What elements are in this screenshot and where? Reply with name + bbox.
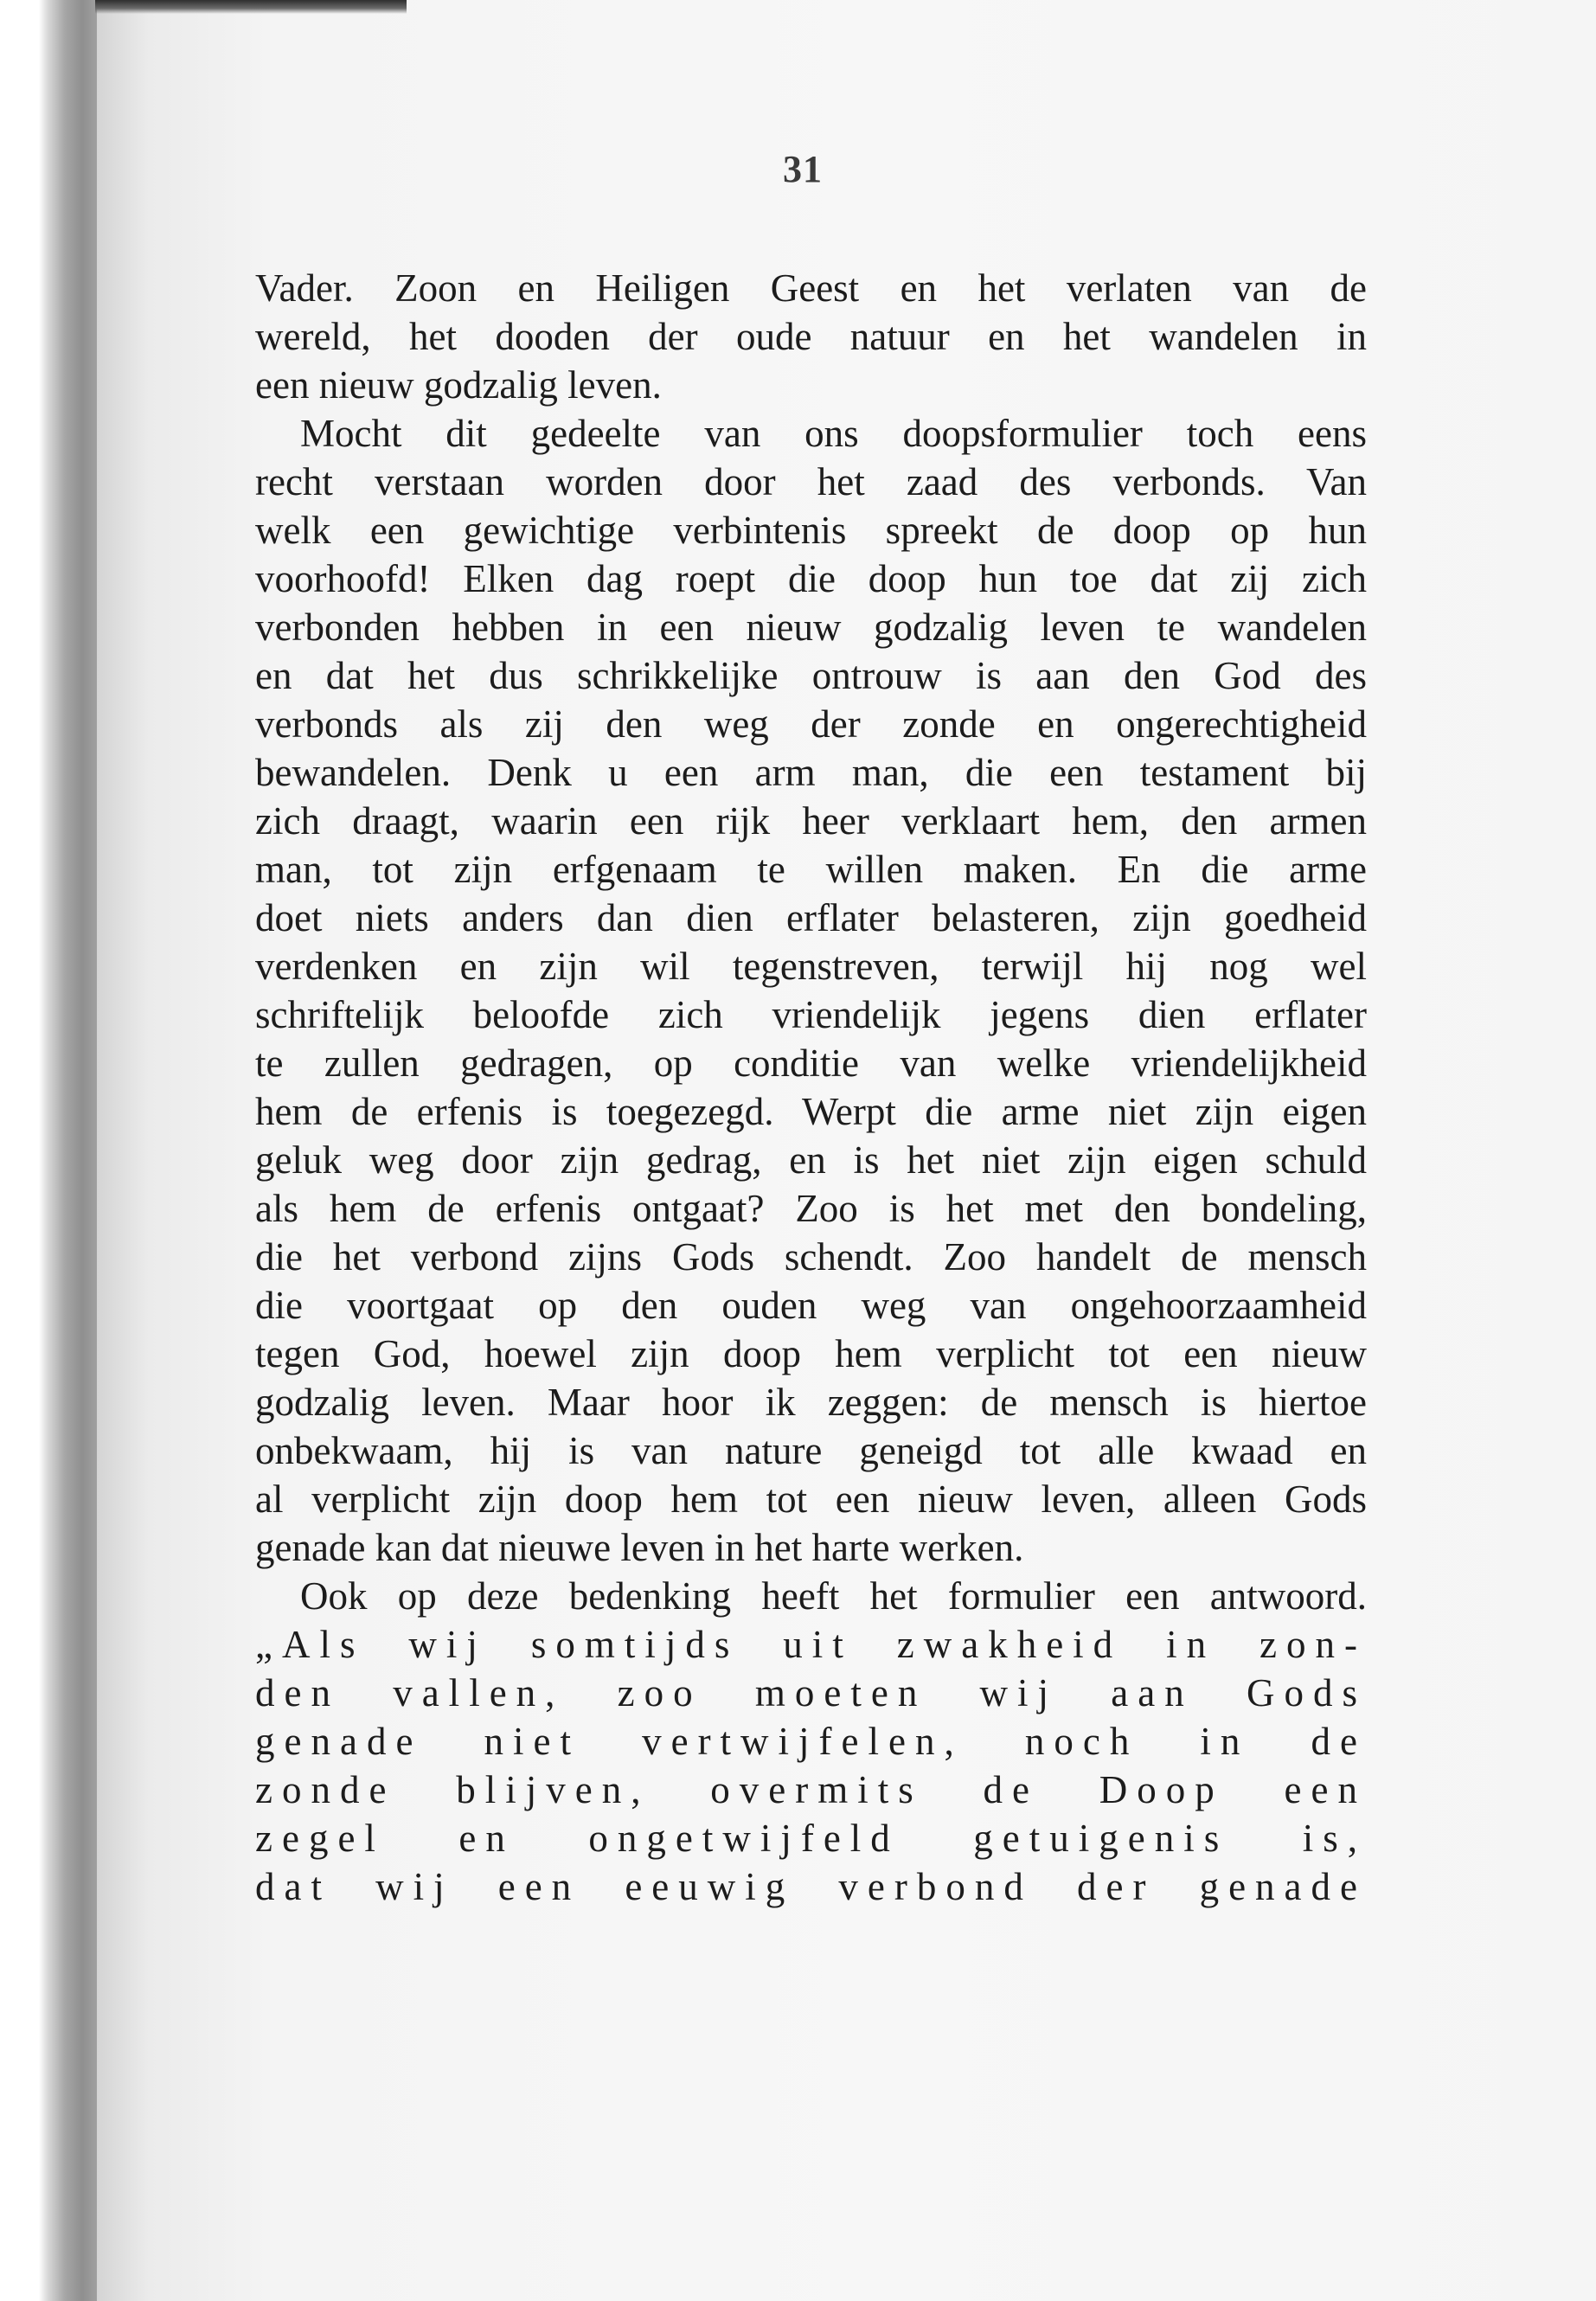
text-line: godzalig leven. Maar hoor ik zeggen: de mensch is hiertoe (255, 1381, 1367, 1424)
text-line: schriftelijk beloofde zich vriendelijk jegens dien erflater (255, 993, 1367, 1036)
text-line: verbonds als zij den weg der zonde en ongerechtigheid (255, 702, 1367, 746)
text-line: Vader. Zoon en Heiligen Geest en het verlaten van de (255, 266, 1367, 310)
text-line: welk een gewichtige verbintenis spreekt de doop op hun (255, 509, 1367, 552)
text-line: die voortgaat op den ouden weg van ongehoorzaamheid (255, 1284, 1367, 1327)
quote-line: dat wij een eeuwig verbond der genade (255, 1865, 1367, 1908)
text-line: man, tot zijn erfgenaam te willen maken. En die arme (255, 848, 1367, 891)
text-line: recht verstaan worden door het zaad des verbonds. Van (255, 460, 1367, 503)
quote-line: zonde blijven, overmits de Doop een (255, 1768, 1367, 1811)
text-line: te zullen gedragen, op conditie van welke vriendelijkheid (255, 1042, 1367, 1085)
text-line: tegen God, hoewel zijn doop hem verplicht tot een nieuw (255, 1332, 1367, 1375)
text-line: een nieuw godzalig leven. (255, 363, 662, 407)
text-line: verdenken en zijn wil tegenstreven, terwijl hij nog wel (255, 945, 1367, 988)
text-line: onbekwaam, hij is van nature geneigd tot alle kwaad en (255, 1429, 1367, 1472)
text-line: verbonden hebben in een nieuw godzalig leven te wandelen (255, 606, 1367, 649)
text-line: voorhoofd! Elken dag roept die doop hun toe dat zij zich (255, 557, 1367, 600)
text-line: zich draagt, waarin een rijk heer verklaart hem, den armen (255, 799, 1367, 843)
text-line: hem de erfenis is toegezegd. Werpt die arme niet zijn eigen (255, 1090, 1367, 1133)
text-line: geluk weg door zijn gedrag, en is het niet zijn eigen schuld (255, 1138, 1367, 1182)
text-line: doet niets anders dan dien erflater belasteren, zijn goedheid (255, 896, 1367, 939)
text-line: wereld, het dooden der oude natuur en het wandelen in (255, 315, 1367, 358)
text-line: al verplicht zijn doop hem tot een nieuw leven, alleen Gods (255, 1477, 1367, 1521)
text-line: genade kan dat nieuwe leven in het harte werken. (255, 1526, 1024, 1569)
binding-shadow (0, 0, 99, 2301)
page-number: 31 (783, 148, 823, 190)
quote-line: genade niet vertwijfelen, noch in de (255, 1720, 1367, 1763)
quote-line: „Als wij somtijds uit zwakheid in zon- (255, 1623, 1367, 1666)
text-line: die het verbond zijns Gods schendt. Zoo handelt de mensch (255, 1235, 1367, 1279)
text-line: Ook op deze bedenking heeft het formulier een antwoord. (300, 1574, 1367, 1618)
quote-line: zegel en ongetwijfeld getuigenis is, (255, 1817, 1367, 1860)
text-line: als hem de erfenis ontgaat? Zoo is het met den bondeling, (255, 1187, 1367, 1230)
text-line: Mocht dit gedeelte van ons doopsformulier toch eens (300, 412, 1367, 455)
text-line: en dat het dus schrikkelijke ontrouw is aan den God des (255, 654, 1367, 697)
text-line: bewandelen. Denk u een arm man, die een testament bij (255, 751, 1367, 794)
quote-line: den vallen, zoo moeten wij aan Gods (255, 1671, 1367, 1715)
body-text (255, 264, 1367, 1911)
page-edge-shadow (95, 0, 407, 14)
